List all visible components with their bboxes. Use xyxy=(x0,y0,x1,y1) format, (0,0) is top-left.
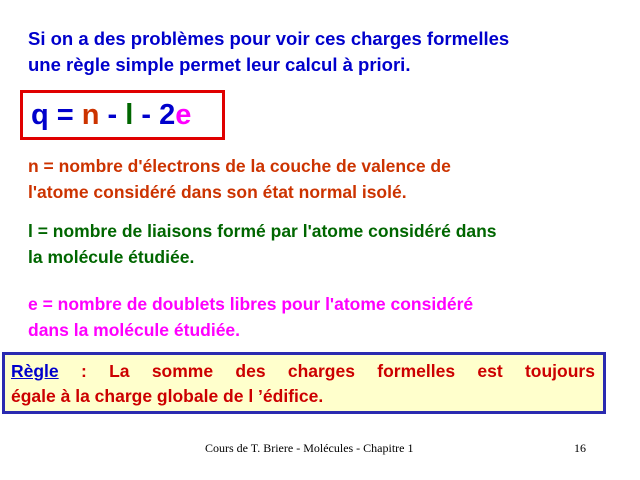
rule-box xyxy=(2,352,606,414)
rule-line-2: égale à la charge globale de l ’édifice. xyxy=(11,386,324,406)
intro-line-1: Si on a des problèmes pour voir ces charges formelles xyxy=(28,28,510,49)
rule-word: formelles xyxy=(377,361,456,381)
rule-line-1 xyxy=(11,359,595,384)
intro-line-2: une règle simple permet leur calcul à priori. xyxy=(28,54,411,75)
definition-e-line-2: dans la molécule étudiée. xyxy=(28,320,241,340)
definition-n-line-2: l'atome considéré dans son état normal isolé. xyxy=(28,182,407,202)
footer-text: Cours de T. Briere - Molécules - Chapitre 1 xyxy=(205,441,414,455)
rule-word: toujours xyxy=(524,361,595,381)
rule-word: La xyxy=(109,361,130,381)
formula-minus-1: - xyxy=(99,99,126,131)
formula-q: q xyxy=(31,99,49,131)
definition-n xyxy=(28,153,618,205)
intro-text xyxy=(28,26,618,78)
rule-word: charges xyxy=(287,361,355,381)
definition-l-line-1: l = nombre de liaisons formé par l'atome considéré dans xyxy=(28,221,497,241)
rule-word: somme xyxy=(151,361,214,381)
rule-word: des xyxy=(235,361,266,381)
formula-n: n xyxy=(81,99,100,131)
formula-two: 2 xyxy=(159,99,176,131)
page-number: 16 xyxy=(574,441,586,455)
rule-word: : xyxy=(80,361,87,381)
formula-minus-2: - xyxy=(133,99,160,131)
definition-n-line-1: n = nombre d'électrons de la couche de valence de xyxy=(28,156,451,176)
definition-l xyxy=(28,218,618,270)
formula-box xyxy=(20,90,225,140)
formula-equals: = xyxy=(48,99,82,131)
definition-l-line-2: la molécule étudiée. xyxy=(28,247,195,267)
rule-word: est xyxy=(477,361,503,381)
rule-title: Règle xyxy=(11,361,59,381)
formula-e: e xyxy=(175,99,192,131)
definition-e xyxy=(28,291,618,343)
formula-l: l xyxy=(125,99,134,131)
definition-e-line-1: e = nombre de doublets libres pour l'atome considéré xyxy=(28,294,474,314)
